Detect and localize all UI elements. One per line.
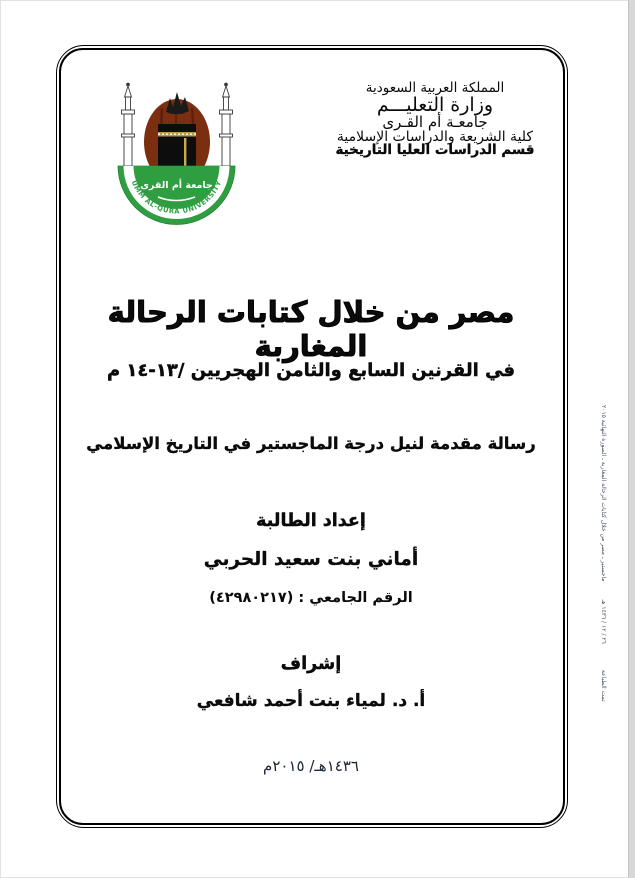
ministry-name: وزارة التعليـــم [376,93,494,116]
logo-center-calligraphy: جامعة أم القرى [140,180,213,191]
scan-edge-strip [628,0,635,878]
university-name: جامعـة أم القـرى [382,112,488,131]
university-id: الرقم الجامعي : (٤٢٩٨٠٢١٧) [209,590,413,606]
student-name: أماني بنت سعيد الحربي [203,549,419,570]
margin-annotation-stamp: تمت الطباعة [600,669,607,702]
thesis-statement: رسالة مقدمة لنيل درجة الماجستير في التاريخ الإسلامي [86,434,536,453]
margin-annotation-text: ماجستير ـ مصر من خلال كتابات الرحالة المغاربة ـ الصورة النهائية ٢٠١٥ [600,405,607,582]
logo-bowl [118,166,235,224]
minaret-right-icon [220,83,233,166]
university-logo-graphic [96,80,258,230]
kaaba-icon [158,124,196,166]
country-name: المملكة العربية السعودية [365,80,505,96]
thesis-subtitle: في القرنين السابع والثامن الهجريين /١٣-١٤ م [106,360,516,381]
hijri-gregorian-date: ١٤٣٦هـ/ ٢٠١٥م [263,757,359,775]
umm-al-qura-university-logo [96,80,258,230]
minaret-left-icon [122,83,135,166]
logo-ring-text: UMM AL-QURA UNIVERSITY [129,179,224,216]
supervision-label: إشراف [280,654,342,674]
department-name: قسم الدراسات العليا التاريخية [335,141,535,158]
thesis-title: مصر من خلال كتابات الرحالة المغاربة [107,295,515,363]
college-name: كلية الشريعة والدراسات الإسلامية [336,128,534,145]
supervisor-name: أ. د. لمياء بنت أحمد شافعي [196,691,426,711]
prepared-by-label: إعداد الطالبة [256,511,366,531]
institution-header [300,82,570,157]
margin-annotation [599,405,607,705]
dome-spire-icon [166,92,189,114]
margin-annotation-date: ٢٦ / ١٢ / ١٤٣٦ هـ [600,599,607,644]
